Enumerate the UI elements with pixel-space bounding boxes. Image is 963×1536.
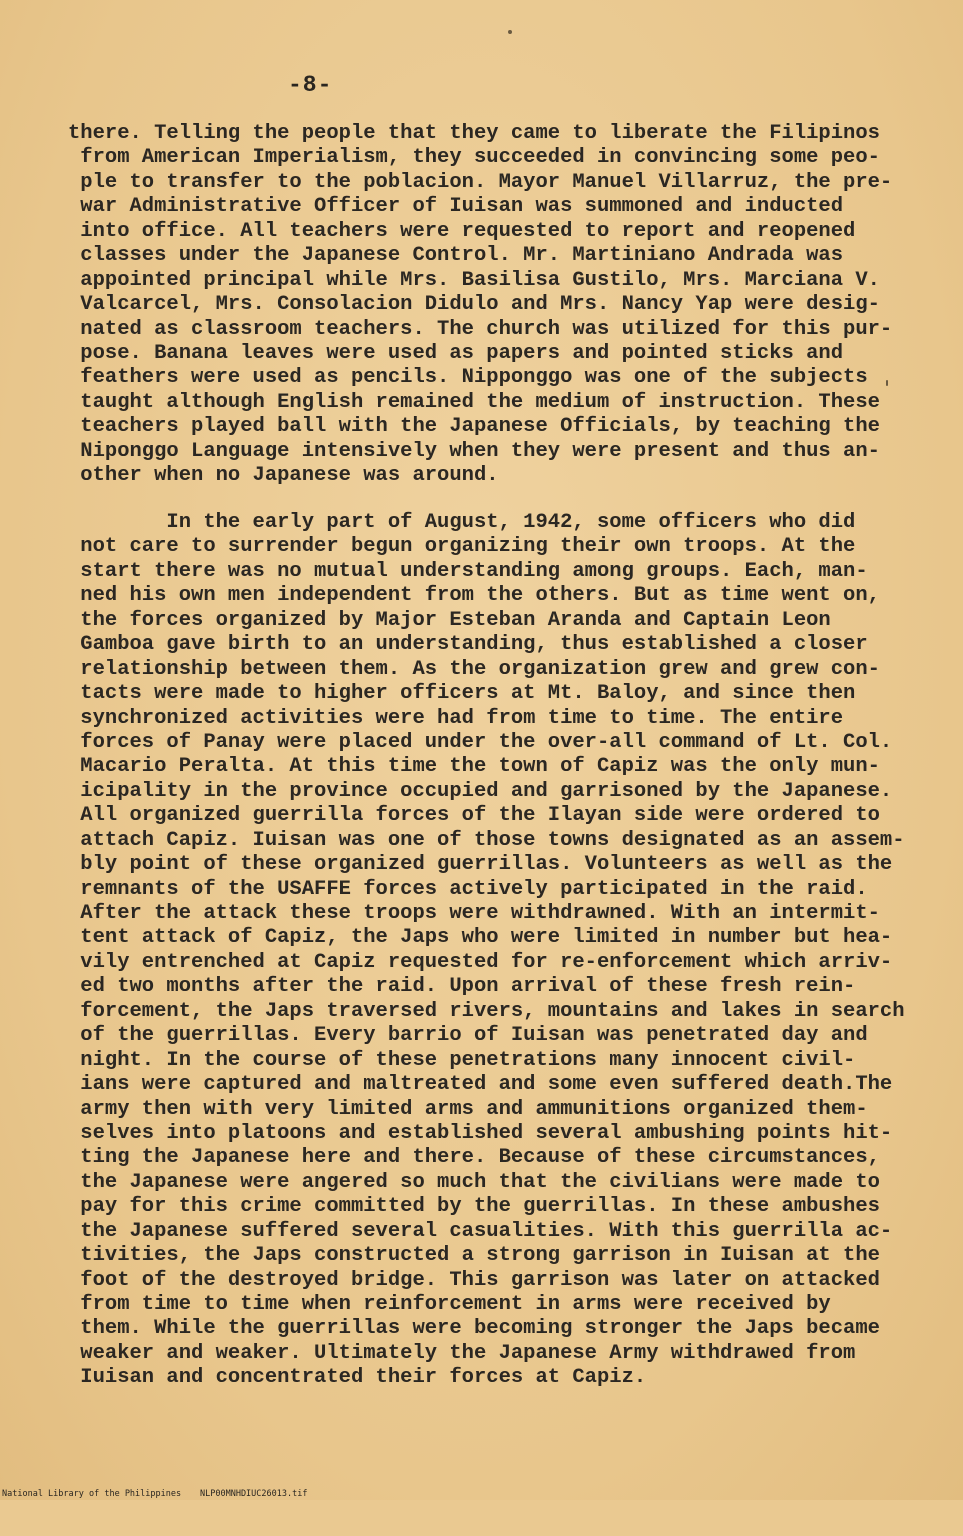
text-line: ting the Japanese here and there. Because of these circumstances, [68, 1146, 880, 1170]
text-line: classes under the Japanese Control. Mr. Martiniano Andrada was [68, 244, 844, 268]
text-line: ed two months after the raid. Upon arrival of these fresh rein- [68, 975, 856, 999]
text-line: ians were captured and maltreated and some even suffered death.The [68, 1073, 893, 1097]
text-line: vily entrenched at Capiz requested for re-enforcement which arriv- [68, 950, 893, 974]
paragraph-1 [68, 122, 908, 489]
text-line: Niponggo Language intensively when they were present and thus an- [68, 439, 880, 463]
text-line: All organized guerrilla forces of the Ilayan side were ordered to [68, 804, 880, 828]
text-line: synchronized activities were had from time to time. The entire [68, 706, 844, 730]
scan-footer [0, 1488, 963, 1500]
text-line: them. While the guerrillas were becoming stronger the Japs became [68, 1317, 880, 1341]
text-line: tent attack of Capiz, the Japs who were limited in number but hea- [68, 926, 893, 950]
text-line: appointed principal while Mrs. Basilisa Gustilo, Mrs. Marciana V. [68, 268, 880, 292]
text-line: the forces organized by Major Esteban Aranda and Captain Leon [68, 608, 831, 632]
text-line: After the attack these troops were withdrawned. With an intermit- [68, 902, 880, 925]
text-line: ple to transfer to the poblacion. Mayor Manuel Villarruz, the pre- [68, 170, 893, 194]
text-line: Gamboa gave birth to an understanding, thus established a closer [68, 633, 868, 657]
text-line: tacts were made to higher officers at Mt. Baloy, and since then [68, 682, 856, 706]
text-line: Valcarcel, Mrs. Consolacion Didulo and Mrs. Nancy Yap were desig- [68, 293, 880, 317]
text-line: selves into platoons and established several ambushing points hit- [68, 1121, 893, 1145]
scan-filename: NLP00MNHDIUC26013.tif [200, 1489, 308, 1499]
text-line: other when no Japanese was around. [68, 464, 499, 488]
text-line: bly point of these organized guerrillas. Volunteers as well as the [68, 853, 893, 877]
text-line: remnants of the USAFFE forces actively participated in the raid. [68, 877, 868, 901]
text-line: forces of Panay were placed under the over-all command of Lt. Col. [68, 730, 893, 754]
text-line: In the early part of August, 1942, some officers who did [68, 511, 856, 534]
text-line: relationship between them. As the organization grew and grew con- [68, 657, 880, 681]
paper-speck [508, 30, 512, 34]
paragraph-2 [68, 511, 908, 1391]
text-line: icipality in the province occupied and garrisoned by the Japanese. [68, 779, 893, 803]
text-line: ned his own men independent from the others. But as time went on, [68, 584, 880, 608]
text-line: forcement, the Japs traversed rivers, mountains and lakes in search [68, 999, 905, 1023]
text-line: the Japanese suffered several casualities. With this guerrilla ac- [68, 1219, 893, 1243]
text-line: Macario Peralta. At this time the town of Capiz was the only mun- [68, 755, 880, 779]
library-credit: National Library of the Philippines [2, 1489, 182, 1499]
text-line: there. Telling the people that they came to liberate the Filipinos [68, 122, 880, 145]
text-line: of the guerrillas. Every barrio of Iuisan was penetrated day and [68, 1024, 868, 1048]
text-line: into office. All teachers were requested to report and reopened [68, 219, 856, 243]
text-line: nated as classroom teachers. The church was utilized for this pur- [68, 317, 893, 341]
text-line: weaker and weaker. Ultimately the Japanese Army withdrawed from [68, 1341, 856, 1365]
text-line: from American Imperialism, they succeeded in convincing some peo- [68, 146, 880, 170]
text-line: the Japanese were angered so much that the civilians were made to [68, 1170, 880, 1194]
text-line: foot of the destroyed bridge. This garrison was later on attacked [68, 1268, 880, 1292]
text-line: start there was no mutual understanding among groups. Each, man- [68, 559, 868, 583]
text-line: from time to time when reinforcement in arms were received by [68, 1293, 831, 1316]
text-line: war Administrative Officer of Iuisan was summoned and inducted [68, 195, 844, 219]
text-line: not care to surrender begun organizing their own troops. At the [68, 535, 856, 559]
text-line: pose. Banana leaves were used as papers and pointed sticks and [68, 341, 844, 365]
text-line: feathers were used as pencils. Nipponggo was one of the subjects [68, 366, 868, 390]
text-line: army then with very limited arms and ammunitions organized them- [68, 1097, 868, 1121]
text-line: teachers played ball with the Japanese Officials, by teaching the [68, 415, 880, 439]
text-line: pay for this crime committed by the guerrillas. In these ambushes [68, 1195, 880, 1219]
text-line: night. In the course of these penetrations many innocent civil- [68, 1048, 856, 1072]
page-number: -8- [288, 72, 333, 98]
text-line: taught although English remained the medium of instruction. These [68, 390, 880, 414]
text-line: tivities, the Japs constructed a strong garrison in Iuisan at the [68, 1244, 880, 1268]
text-line: Iuisan and concentrated their forces at Capiz. [68, 1366, 647, 1390]
text-line: attach Capiz. Iuisan was one of those towns designated as an assem- [68, 828, 905, 852]
